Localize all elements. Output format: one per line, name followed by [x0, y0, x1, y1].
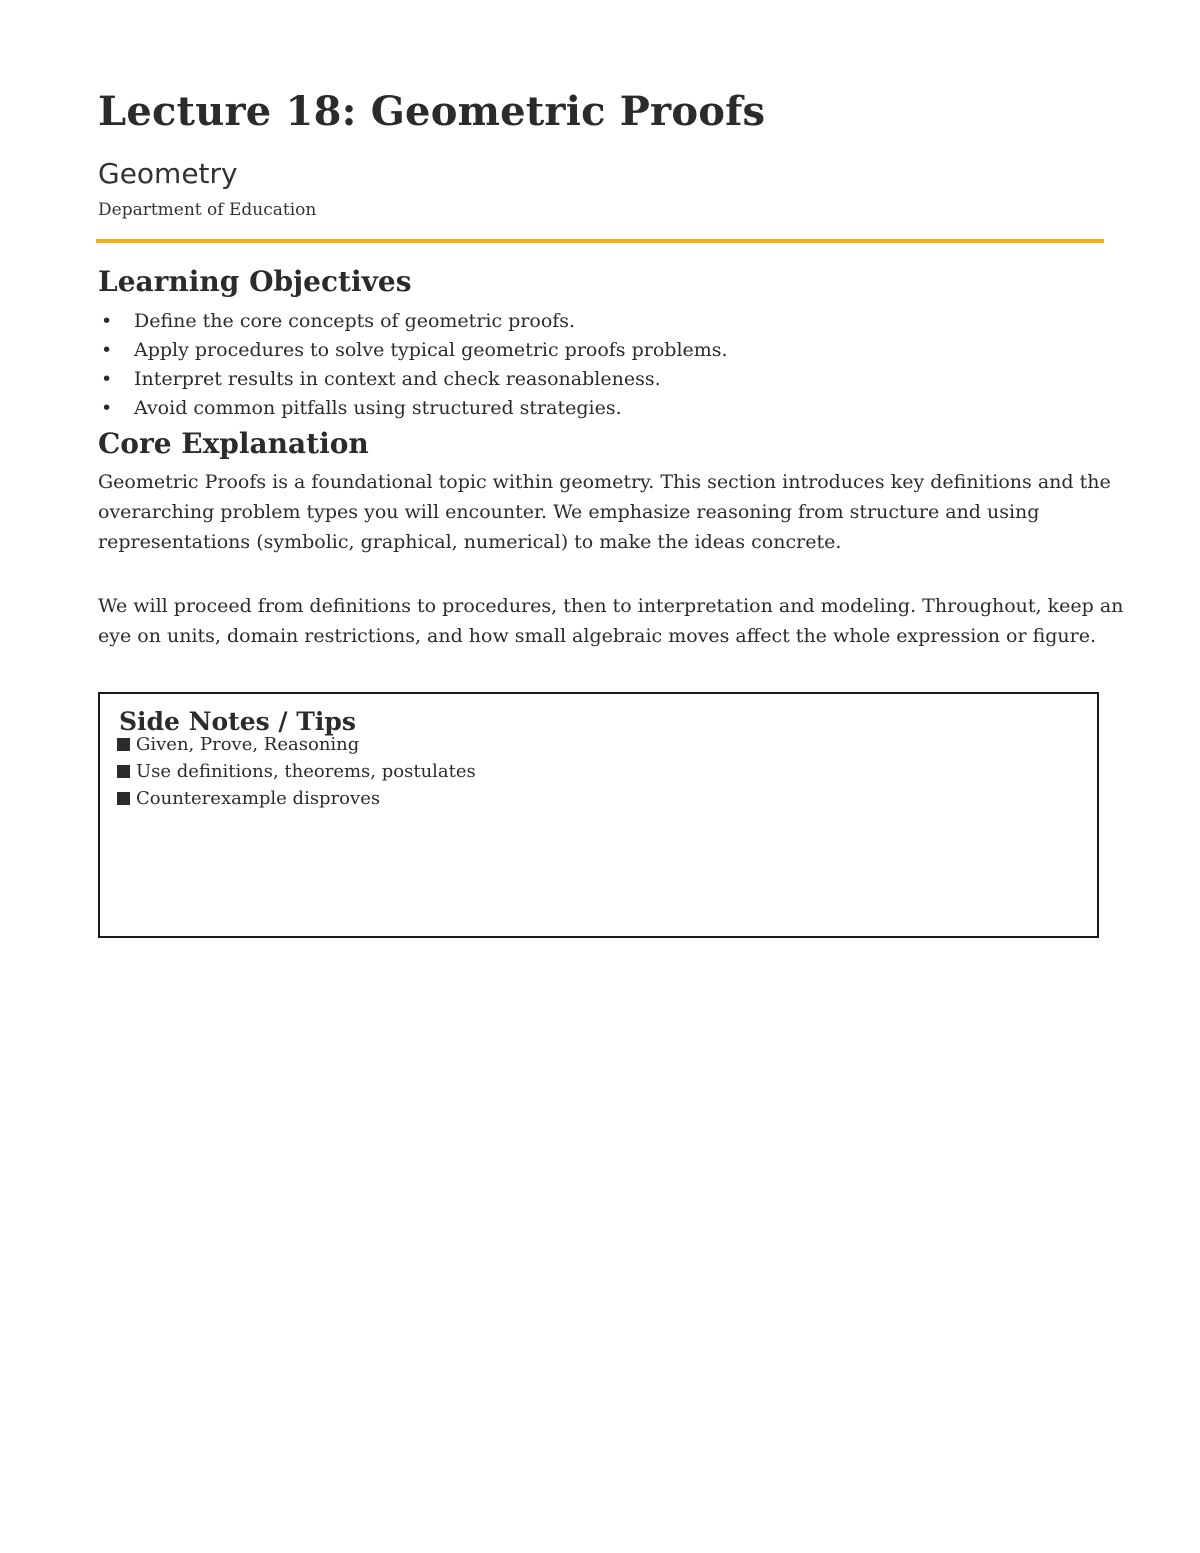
- square-bullet-icon: [117, 738, 130, 751]
- list-item: [98, 336, 728, 365]
- square-bullet-icon: [117, 765, 130, 778]
- bullet-icon: •: [101, 397, 113, 419]
- objective-text: Interpret results in context and check reasonableness.: [134, 368, 661, 390]
- objective-text: Avoid common pitfalls using structured strategies.: [134, 397, 622, 419]
- core-paragraph-2: We will proceed from definitions to procedures, then to interpretation and modeling. Throughout, keep an eye on units, domain restrictions, and how small algebraic moves affect the whole expression or figure.: [98, 595, 1124, 647]
- side-notes-list: [117, 731, 476, 812]
- list-item: [98, 394, 728, 423]
- objectives-list: [98, 307, 728, 423]
- list-item: [98, 365, 728, 394]
- list-item: [117, 758, 476, 785]
- list-item: [117, 731, 476, 758]
- bullet-icon: •: [101, 368, 113, 390]
- side-notes-heading: Side Notes / Tips: [119, 707, 356, 736]
- note-text: Counterexample disproves: [136, 788, 381, 809]
- core-paragraph-1: Geometric Proofs is a foundational topic within geometry. This section introduces key definitions and the overarching problem types you will encounter. We emphasize reasoning from structure and using representations (symbolic, graphical, numerical) to make the ideas concrete.: [98, 471, 1111, 553]
- page-title: Lecture 18: Geometric Proofs: [98, 88, 766, 135]
- list-item: [98, 307, 728, 336]
- core-explanation-heading: Core Explanation: [98, 427, 369, 460]
- objective-text: Apply procedures to solve typical geometric proofs problems.: [134, 339, 728, 361]
- department-label: Department of Education: [98, 200, 317, 220]
- accent-divider: [96, 239, 1104, 243]
- square-bullet-icon: [117, 792, 130, 805]
- subject-subtitle: Geometry: [98, 157, 238, 190]
- bullet-icon: •: [101, 310, 113, 332]
- objectives-heading: Learning Objectives: [98, 265, 412, 298]
- objective-text: Define the core concepts of geometric proofs.: [134, 310, 576, 332]
- list-item: [117, 785, 476, 812]
- note-text: Given, Prove, Reasoning: [136, 734, 360, 755]
- bullet-icon: •: [101, 339, 113, 361]
- note-text: Use definitions, theorems, postulates: [136, 761, 476, 782]
